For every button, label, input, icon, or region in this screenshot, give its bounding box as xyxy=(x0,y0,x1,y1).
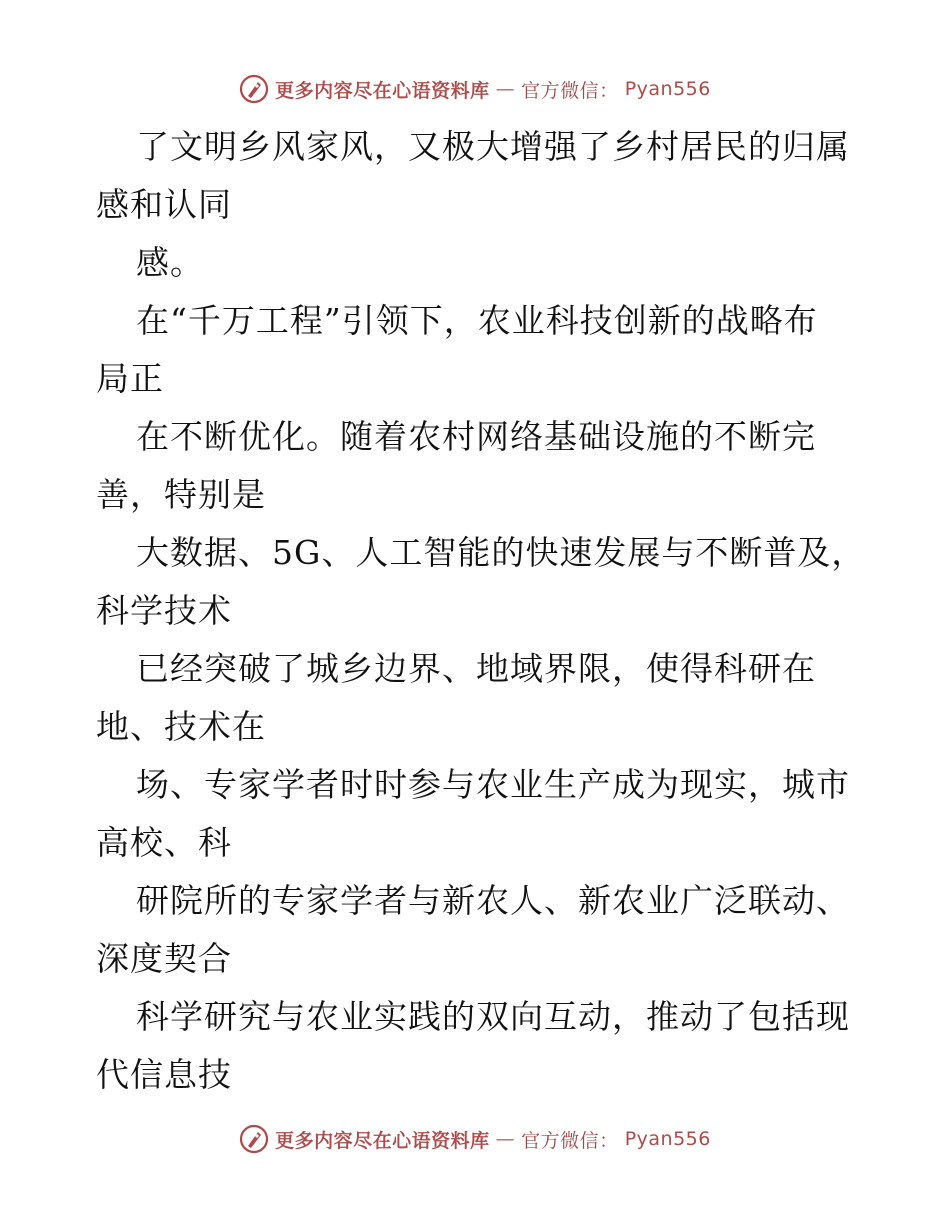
text-line: 了文明乡风家风，又极大增强了乡村居民的归属 xyxy=(136,127,850,166)
text-line: 深度契合 xyxy=(96,939,232,978)
text-line: 感。 xyxy=(136,243,204,282)
text-line: 场、专家学者时时参与农业生产成为现实，城市 xyxy=(136,765,850,804)
pen-nib-circle-icon xyxy=(239,74,269,104)
watermark-dash: — xyxy=(495,78,516,100)
text-line: 代信息技 xyxy=(96,1055,232,1094)
watermark-official-label: 官方微信： xyxy=(521,79,619,102)
watermark-dash: — xyxy=(495,1128,516,1150)
body-text xyxy=(96,118,866,1104)
text-line: 研院所的专家学者与新农人、新农业广泛联动、 xyxy=(136,881,850,920)
pen-nib-circle-icon xyxy=(239,1124,269,1154)
watermark-brand: 更多内容尽在心语资料库 xyxy=(275,1129,490,1152)
text-line: 善，特别是 xyxy=(96,475,266,514)
text-line: 科学技术 xyxy=(96,591,232,630)
text-line: 感和认同 xyxy=(96,185,232,224)
text-line: 大数据、5G、人工智能的快速发展与不断普及， xyxy=(136,533,866,572)
text-line: 已经突破了城乡边界、地域界限，使得科研在 xyxy=(136,649,816,688)
text-line: 在“千万工程”引领下，农业科技创新的战略布 xyxy=(136,301,818,340)
watermark-wechat-id: Pyan556 xyxy=(624,78,711,100)
text-line: 高校、科 xyxy=(96,823,232,862)
text-line: 局正 xyxy=(96,359,164,398)
watermark-official-label: 官方微信： xyxy=(521,1129,619,1152)
text-line: 地、技术在 xyxy=(96,707,266,746)
header-watermark xyxy=(0,74,950,104)
watermark-wechat-id: Pyan556 xyxy=(624,1128,711,1150)
footer-watermark xyxy=(0,1124,950,1154)
text-line: 科学研究与农业实践的双向互动，推动了包括现 xyxy=(136,997,850,1036)
text-line: 在不断优化。随着农村网络基础设施的不断完 xyxy=(136,417,816,456)
watermark-brand: 更多内容尽在心语资料库 xyxy=(275,79,490,102)
